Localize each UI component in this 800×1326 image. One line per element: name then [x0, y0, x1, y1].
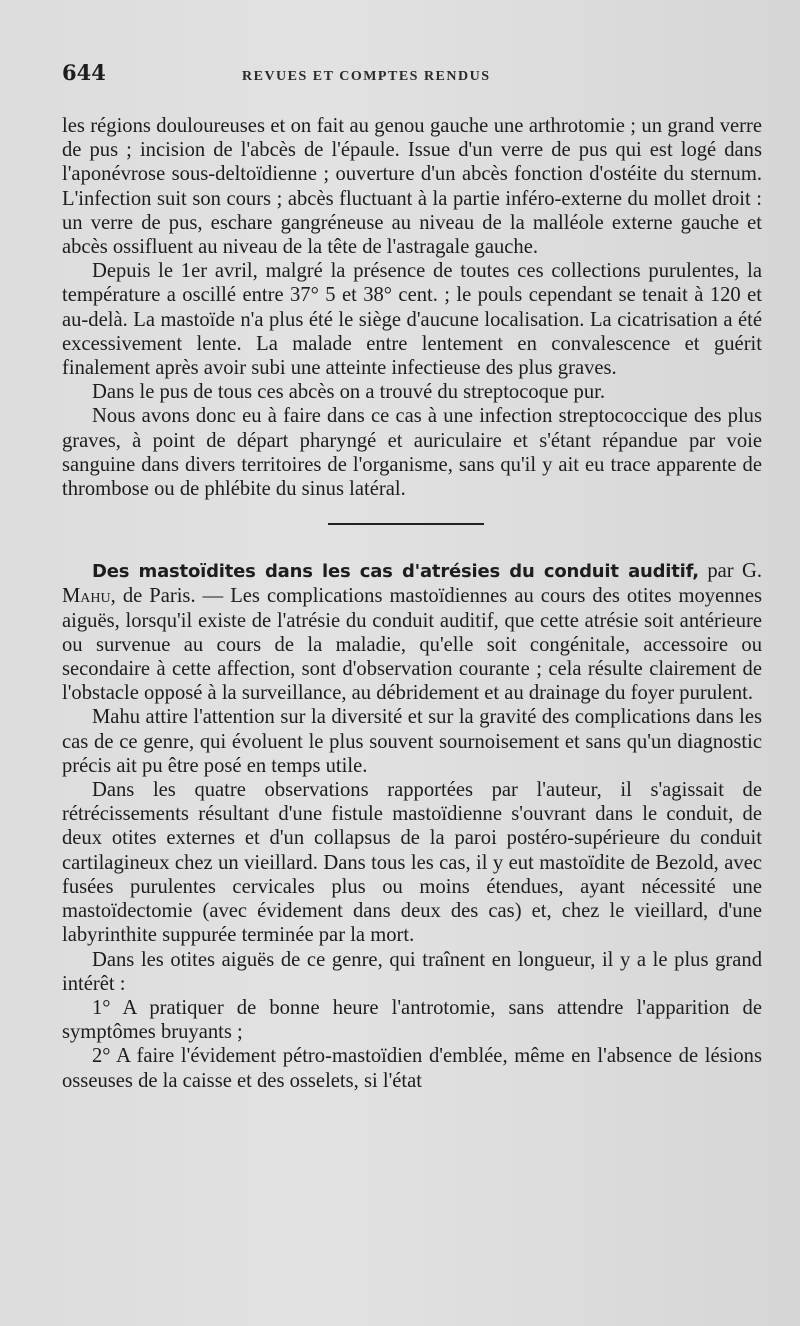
paragraph: 2° A faire l'évidement pétro-mastoïdien d'emblée, même en l'absence de lésions osseuses de la caisse et des osselets, si l'état: [62, 1045, 762, 1092]
page-number: 644: [62, 60, 106, 85]
running-title: REVUES ET COMPTES RENDUS: [242, 69, 491, 84]
paragraph: Dans les otites aiguës de ce genre, qui traînent en longueur, il y a le plus grand intérêt :: [62, 948, 762, 995]
paragraph: les régions douloureuses et on fait au genou gauche une arthrotomie ; un grand verre de pus ; incision de l'abcès de l'épaule. Issue d'un verre de pus qui est logé dans l'aponévrose sous-deltoïdienne ; ouverture d'un abcès fonction d'ostéite du sternum. L'infection suit son cours ; abcès fluctuant à la partie inféro-externe du mollet droit : un verre de pus, eschare gangréneuse au niveau de la malléole externe gauche et abcès ossifluent au niveau de la tête de l'astragale gauche.: [62, 115, 762, 259]
article-title: Des mastoïdites dans les cas d'atrésies du conduit auditif,: [92, 561, 699, 583]
section-divider: [328, 523, 484, 525]
paragraph: Depuis le 1er avril, malgré la présence de toutes ces collections purulentes, la température a oscillé entre 37° 5 et 38° cent. ; le pouls cependant se tenait à 120 et au-delà. La mastoïde n'a plus été le siège d'aucune localisation. La cicatrisation a été excessivement lente. La malade entre lentement en convalescence et guérit finalement après avoir subi une atteinte infectieuse des plus graves.: [62, 260, 762, 380]
paragraph: Mahu attire l'attention sur la diversité et sur la gravité des complications dans les cas de ce genre, qui évoluent le plus souvent sournoisement et sans qu'un diagnostic précis ait pu être posé en temps utile.: [62, 706, 762, 777]
paragraph: Nous avons donc eu à faire dans ce cas à une infection streptococcique des plus graves, à point de départ pharyngé et auriculaire et s'étant répandue par voie sanguine dans divers territoires de l'organisme, sans qu'il y ait eu trace apparente de thrombose ou de phlébite du sinus latéral.: [62, 405, 762, 501]
paragraph: Dans les quatre observations rapportées par l'auteur, il s'agissait de rétrécissements résultant d'une fistule mastoïdienne s'ouvrant dans le conduit, de deux otites externes et d'un collapsus de la paroi postéro-supérieure du conduit cartilagineux chez un vieillard. Dans tous les cas, il y eut mastoïdite de Bezold, avec fusées purulentes cervicales plus ou moins étendues, ayant nécessité une mastoïdectomie (avec évidement dans deux des cas) et, chez le vieillard, d'une labyrinthite suppurée terminée par la mort.: [62, 779, 762, 947]
paragraph: 1° A pratiquer de bonne heure l'antrotomie, sans attendre l'apparition de symptômes bruyants ;: [62, 996, 762, 1044]
paragraph-text: , de Paris. — Les complications mastoïdiennes au cours des otites moyennes aiguës, lorsqu'il existe de l'atrésie du conduit auditif, que cette atrésie soit antérieure ou survenue au cours de la maladie, qu'elle soit congénitale, accessoire ou secondaire à cette affection, sont d'observation courante ; cela résulte clairement de l'obstacle opposé à la surveillance, au débridement et au drainage du foyer purulent.: [62, 585, 762, 705]
article-intro-paragraph: [62, 559, 762, 705]
paragraph: Dans le pus de tous ces abcès on a trouvé du streptocoque pur.: [92, 381, 605, 404]
article-author: G. Mahu: [62, 560, 762, 608]
body-text: [62, 114, 762, 1093]
byline-prefix: par: [698, 560, 742, 583]
running-head: [62, 60, 762, 96]
